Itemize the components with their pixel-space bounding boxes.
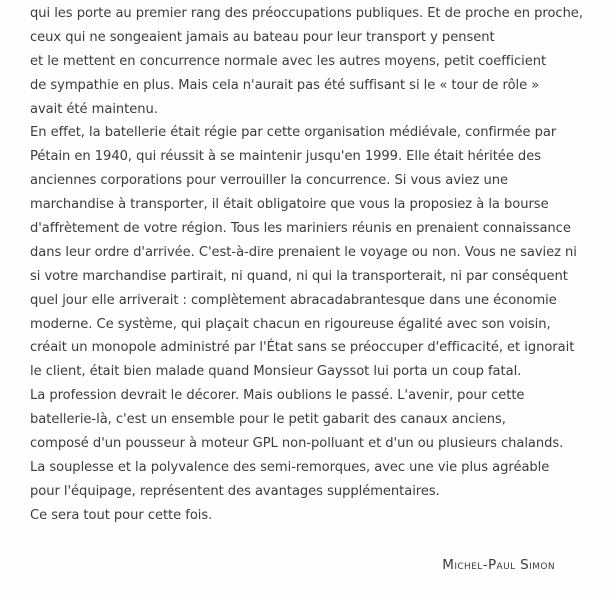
text-line: pour l'équipage, représentent des avantages supplémentaires. xyxy=(30,483,440,499)
text-line: si votre marchandise partirait, ni quand, ni qui la transporterait, ni par conséquent xyxy=(30,268,568,284)
text-line: Pétain en 1940, qui réussit à se maintenir jusqu'en 1999. Elle était héritée des xyxy=(30,149,541,165)
text-line: de sympathie en plus. Mais cela n'aurait pas été suffisant si le « tour de rôle » xyxy=(30,77,540,93)
text-line: dans leur ordre d'arrivée. C'est-à-dire prenaient le voyage ou non. Vous ne saviez ni xyxy=(30,244,577,260)
text-line: marchandise à transporter, il était obligatoire que vous la proposiez à la bourse xyxy=(30,197,549,213)
text-line: et le mettent en concurrence normale avec les autres moyens, petit coefficient xyxy=(30,53,547,69)
text-line: La souplesse et la polyvalence des semi-remorques, avec une vie plus agréable xyxy=(30,459,550,475)
text-line: le client, était bien malade quand Monsieur Gayssot lui porta un coup fatal. xyxy=(30,364,522,380)
text-line: qui les porte au premier rang des préoccupations publiques. Et de proche en proche, xyxy=(30,6,583,21)
text-line: quel jour elle arriverait : complètement abracadabrantesque dans une économie xyxy=(30,292,557,308)
text-line: La profession devrait le décorer. Mais oublions le passé. L'avenir, pour cette xyxy=(30,388,525,404)
article-body xyxy=(30,2,590,528)
text-line: batellerie-là, c'est un ensemble pour le petit gabarit des canaux anciens, xyxy=(30,412,506,428)
text-line: anciennes corporations pour verrouiller la concurrence. Si vous aviez une xyxy=(30,173,508,189)
author-signature: Michel-Paul Simon xyxy=(442,557,555,573)
text-line: d'affrètement de votre région. Tous les mariniers réunis en prenaient connaissance xyxy=(30,221,571,237)
text-line: Ce sera tout pour cette fois. xyxy=(30,507,213,523)
text-line: moderne. Ce système, qui plaçait chacun en rigoureuse égalité avec son voisin, xyxy=(30,316,551,332)
text-line: avait été maintenu. xyxy=(30,101,158,117)
text-line: créait un monopole administré par l'État sans se préoccuper d'efficacité, et ignorait xyxy=(30,340,575,356)
text-line: ceux qui ne songeaient jamais au bateau pour leur transport y pensent xyxy=(30,29,495,45)
text-line: En effet, la batellerie était régie par cette organisation médiévale, confirmée par xyxy=(30,125,557,141)
text-line: composé d'un pousseur à moteur GPL non-polluant et d'un ou plusieurs chalands. xyxy=(30,436,564,452)
